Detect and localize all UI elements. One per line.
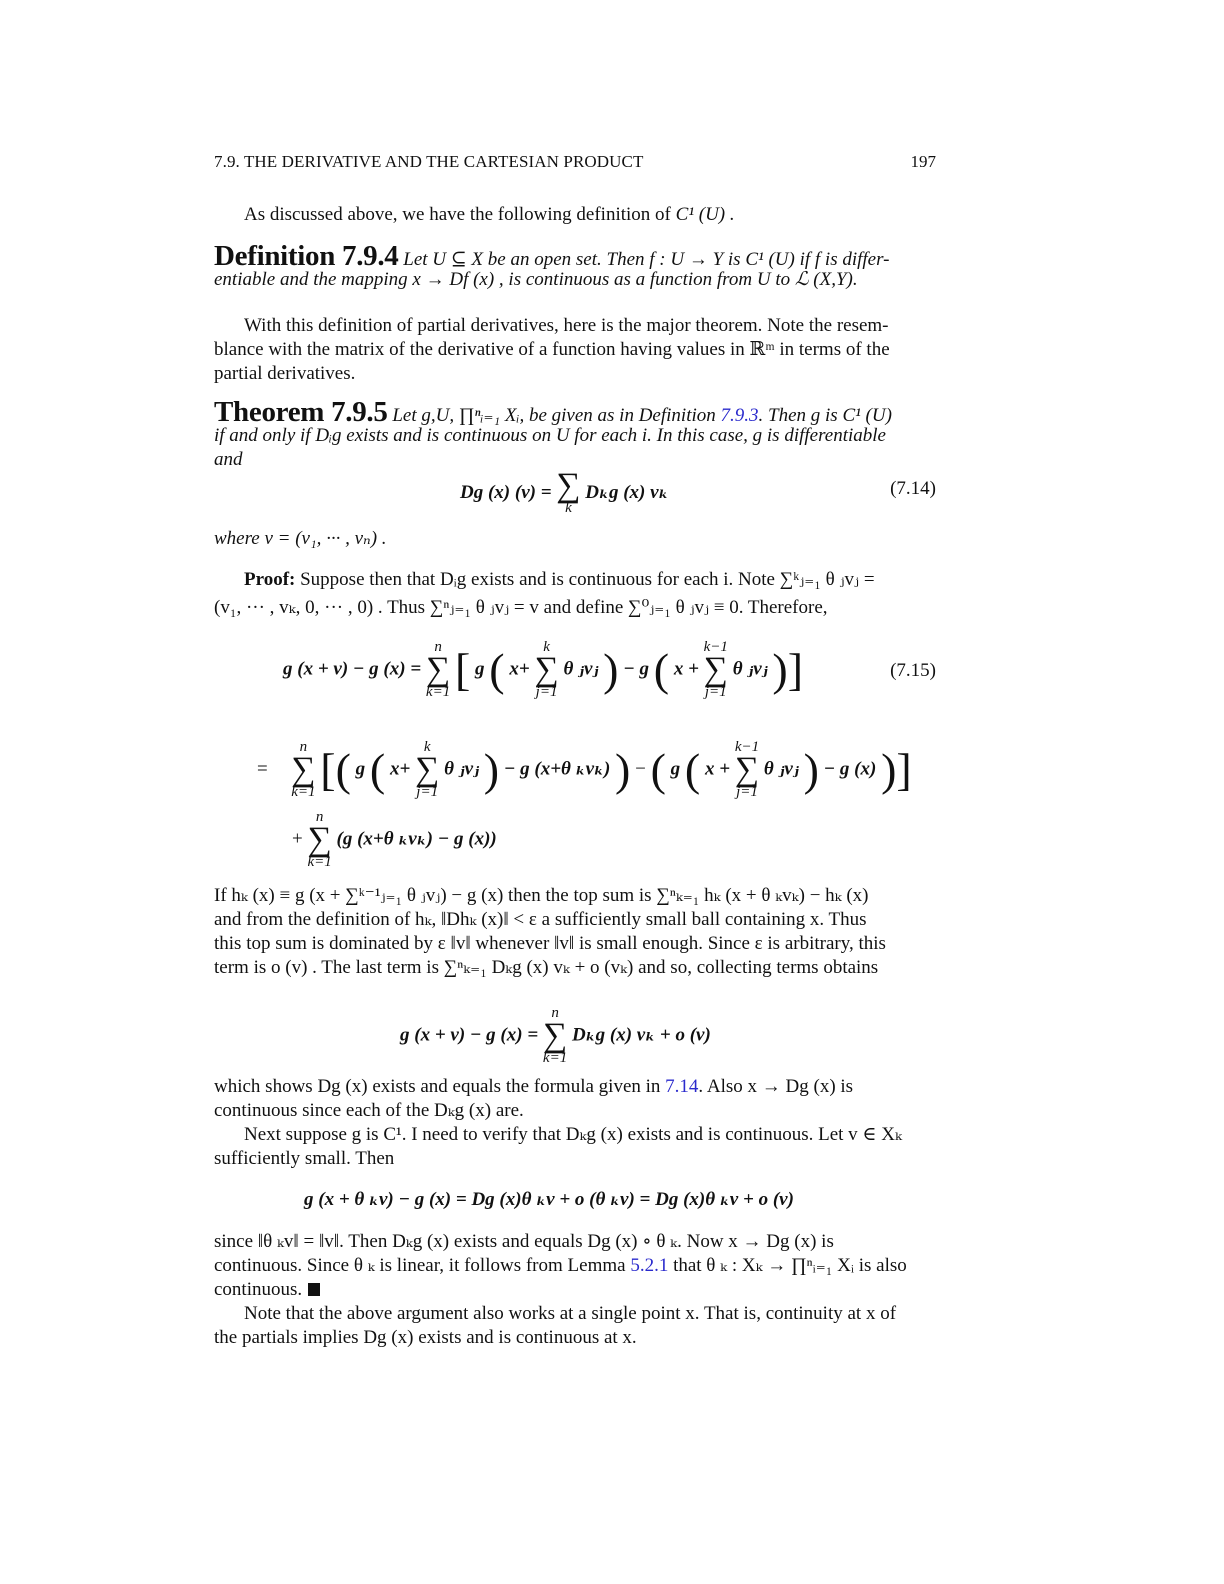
- p4-line-1: Next suppose g is C¹. I need to verify that Dₖg (x) exists and is continuous. Let v ∈ Xₖ: [244, 1124, 902, 1145]
- eq715-x-plus: x+: [509, 658, 530, 680]
- eq716-minus-g-x: − g (x): [823, 758, 877, 780]
- eq715-inner2-bottom: j=1: [704, 684, 727, 700]
- eq718-lhs: g (x + v) − g (x) =: [400, 1024, 539, 1046]
- proof-label: Proof:: [244, 569, 296, 590]
- equation-7-15: [283, 640, 803, 700]
- eq716-x-plus: x+: [389, 758, 411, 780]
- para-line-3: partial derivatives.: [214, 363, 356, 384]
- proof-line-2: (v₁, ··· , vₖ, 0, ··· , 0) . Thus ∑ⁿⱼ₌₁ θ ⱼvⱼ = v and define ∑⁰ⱼ₌₁ θ ⱼvⱼ ≡ 0. Therefore,: [214, 597, 828, 618]
- equation-number-7-14: (7.14): [890, 478, 936, 499]
- p2-line-2: and from the definition of hₖ, ‖Dhₖ (x)‖ < ε a sufficiently small ball containing x. Thus: [214, 909, 867, 930]
- eq716-equals: =: [257, 758, 268, 780]
- p3-line-1b: . Also x → Dg (x) is: [698, 1076, 854, 1097]
- proof-paragraph-5: [214, 1230, 936, 1350]
- eq716-inner-bottom: j=1: [416, 784, 439, 800]
- definition-link[interactable]: 7.9.3: [720, 405, 759, 426]
- eq717-sum: n ∑ k=1: [307, 809, 332, 870]
- eq716-outer-sum: n ∑ k=1: [291, 739, 316, 800]
- eq716-rbracket: ]: [896, 744, 912, 795]
- eq715-minus-g: − g: [623, 658, 649, 680]
- eq715-theta-v: θ ⱼvⱼ: [563, 658, 599, 680]
- p3-line-1a: which shows Dg (x) exists and equals the formula given in: [214, 1076, 661, 1097]
- eq716-rparen-b: ): [483, 744, 500, 795]
- eq715-theta-v-2: θ ⱼvⱼ: [732, 658, 768, 680]
- intro-math: C¹ (U) .: [675, 204, 735, 225]
- equation-partial-derivative: g (x + θ ₖv) − g (x) = Dg (x)θ ₖv + o (θ ₖv) = Dg (x)θ ₖv + o (v): [304, 1189, 794, 1210]
- p5-line-2a: continuous. Since θ ₖ is linear, it follows from Lemma: [214, 1255, 626, 1276]
- eq716-g: g: [355, 758, 366, 780]
- where-clause: where v = (v₁, ··· , vₙ) .: [214, 528, 387, 549]
- eq715-lbracket: [: [454, 644, 471, 695]
- eq716-x-plus-2: x +: [705, 758, 731, 780]
- proof-paragraph-3: [214, 1075, 936, 1171]
- eq716-inner-top: k: [423, 739, 431, 755]
- eq716-lparen-d: (: [684, 744, 701, 795]
- eq716-inner-sum-1: k ∑ j=1: [415, 739, 440, 800]
- intro-paragraph: [214, 203, 936, 227]
- eq714-lhs: Dg (x) (v) =: [460, 481, 552, 503]
- eq716-rparen-c: ): [881, 744, 897, 795]
- eq715-sum-top: n: [434, 639, 442, 655]
- p2-line-1: If hₖ (x) ≡ g (x + ∑ᵏ⁻¹ⱼ₌₁ θ ⱼvⱼ) − g (x) then the top sum is ∑ⁿₖ₌₁ hₖ (x + θ ₖvₖ) − hₖ (x): [214, 885, 869, 906]
- p6-line-2: the partials implies Dg (x) exists and is continuous at x.: [214, 1327, 637, 1348]
- running-head-title: 7.9. THE DERIVATIVE AND THE CARTESIAN PRODUCT: [214, 152, 644, 171]
- lemma-link[interactable]: 5.2.1: [630, 1255, 669, 1276]
- intro-text: As discussed above, we have the following definition of: [244, 204, 671, 225]
- eq716-inner-sum-2: k−1 ∑ j=1: [734, 739, 760, 800]
- eq715-x-plus-2: x +: [673, 658, 699, 680]
- eq715-outer-sum: n ∑ k=1: [425, 639, 451, 700]
- eq714-index: k: [565, 500, 572, 516]
- theorem-line-1b: . Then g is C¹ (U): [758, 405, 892, 426]
- partial-derivatives-paragraph: [214, 314, 936, 386]
- equation-sum-result: [400, 1006, 711, 1066]
- para-line-1: With this definition of partial derivatives, here is the major theorem. Note the resem-: [244, 315, 889, 336]
- p5-line-3: continuous.: [214, 1279, 303, 1300]
- eq715-inner-sum-1: k ∑ j=1: [534, 639, 559, 700]
- qed-square-icon: [308, 1283, 320, 1296]
- eq714-rhs: Dₖg (x) vₖ: [585, 481, 669, 503]
- eq716-lparen-b: (: [369, 744, 386, 795]
- eq715-rparen-2: ): [772, 644, 788, 695]
- eq717-sum-bottom: k=1: [307, 854, 332, 870]
- p6-line-1: Note that the above argument also works at a single point x. That is, continuity at x of: [244, 1303, 897, 1324]
- eq715-lparen-2: (: [653, 644, 670, 695]
- theorem-line-3: and: [214, 449, 243, 470]
- eq716-lbracket: [: [320, 744, 336, 795]
- p2-line-3: this top sum is dominated by ε ‖v‖ whenever ‖v‖ is small enough. Since ε is arbitrary, this: [214, 933, 886, 954]
- eq716-inner2-bottom: j=1: [736, 784, 758, 800]
- eq716-minus: −: [635, 758, 646, 780]
- eq715-g: g: [475, 658, 485, 680]
- eq718-sum-top: n: [551, 1005, 559, 1021]
- definition-heading: Definition 7.9.4: [214, 240, 399, 272]
- p5-line-2b: that θ ₖ : Xₖ → ∏ⁿᵢ₌₁ Xᵢ is also: [673, 1255, 907, 1276]
- eq716-minus-g-shift: − g (x+θ ₖvₖ): [503, 758, 611, 780]
- equation-link-7-14[interactable]: 7.14: [665, 1076, 699, 1097]
- p4-line-2: sufficiently small. Then: [214, 1148, 395, 1169]
- eq718-rhs: Dₖg (x) vₖ + o (v): [571, 1024, 711, 1046]
- theorem-line-2: if and only if Dᵢg exists and is continuous on U for each i. In this case, g is differentiable: [214, 425, 886, 446]
- eq716-lparen-a: (: [335, 744, 351, 795]
- proof-line-1: Suppose then that Dᵢg exists and is continuous for each i. Note ∑ᵏⱼ₌₁ θ ⱼvⱼ =: [300, 569, 875, 590]
- eq714-sum: ∑ k: [556, 467, 581, 516]
- eq716-inner2-top: k−1: [734, 739, 760, 755]
- eq716-rparen-d: ): [803, 744, 819, 795]
- p2-line-4: term is o (v) . The last term is ∑ⁿₖ₌₁ Dₖg (x) vₖ + o (vₖ) and so, collecting terms obtains: [214, 957, 879, 978]
- eq715-lhs: g (x + v) − g (x) =: [283, 658, 422, 680]
- eq716-theta-v-2: θ ⱼvⱼ: [763, 758, 799, 780]
- eq715-rparen: ): [603, 644, 619, 695]
- eq716-rparen-a: ): [615, 744, 631, 795]
- definition-line-1: Let U ⊆ X be an open set. Then f : U → Y is C¹ (U) if f is differ-: [403, 249, 890, 270]
- definition-line-2: entiable and the mapping x → Df (x) , is continuous as a function from U to ℒ (X,Y).: [214, 269, 858, 290]
- eq715-inner-bottom: j=1: [535, 684, 558, 700]
- eq716-sum-bottom: k=1: [291, 784, 316, 800]
- eq715-rbracket: ]: [787, 644, 804, 695]
- eq715-sum-bottom: k=1: [425, 684, 451, 700]
- eq716-lparen-c: (: [650, 744, 666, 795]
- theorem-line-1a: Let g,U, ∏ⁿᵢ₌₁ Xᵢ, be given as in Definition: [392, 405, 716, 426]
- eq715-lparen: (: [489, 644, 505, 695]
- equation-7-15-continued: [257, 740, 912, 800]
- theorem-heading: Theorem 7.9.5: [214, 396, 388, 428]
- eq715-inner2-top: k−1: [703, 639, 728, 655]
- page-number: 197: [910, 152, 936, 171]
- p3-line-2: continuous since each of the Dₖg (x) are.: [214, 1100, 524, 1121]
- eq716-theta-v: θ ⱼvⱼ: [444, 758, 480, 780]
- para-line-2: blance with the matrix of the derivative of a function having values in ℝᵐ in terms of the: [214, 339, 890, 360]
- eq715-inner-sum-2: k−1 ∑ j=1: [703, 639, 728, 700]
- proof-paragraph: [214, 568, 936, 620]
- equation-number-7-15: (7.15): [890, 660, 936, 681]
- eq718-sum-bottom: k=1: [542, 1050, 568, 1066]
- eq716-g-2: g: [670, 758, 681, 780]
- equation-7-15-last-term: [292, 810, 497, 870]
- definition-block: [214, 240, 936, 292]
- eq717-term: (g (x+θ ₖvₖ) − g (x)): [336, 828, 497, 850]
- eq718-sum: n ∑ k=1: [542, 1005, 568, 1066]
- theorem-block: [214, 396, 936, 472]
- eq717-plus: +: [292, 828, 303, 850]
- proof-paragraph-2: [214, 884, 936, 980]
- eq717-sum-top: n: [315, 809, 324, 825]
- eq715-inner-top: k: [543, 639, 550, 655]
- p5-line-1: since ‖θ ₖv‖ = ‖v‖. Then Dₖg (x) exists and equals Dg (x) ∘ θ ₖ. Now x → Dg (x) is: [214, 1231, 834, 1252]
- equation-7-14: [460, 467, 669, 516]
- eq716-sum-top: n: [299, 739, 308, 755]
